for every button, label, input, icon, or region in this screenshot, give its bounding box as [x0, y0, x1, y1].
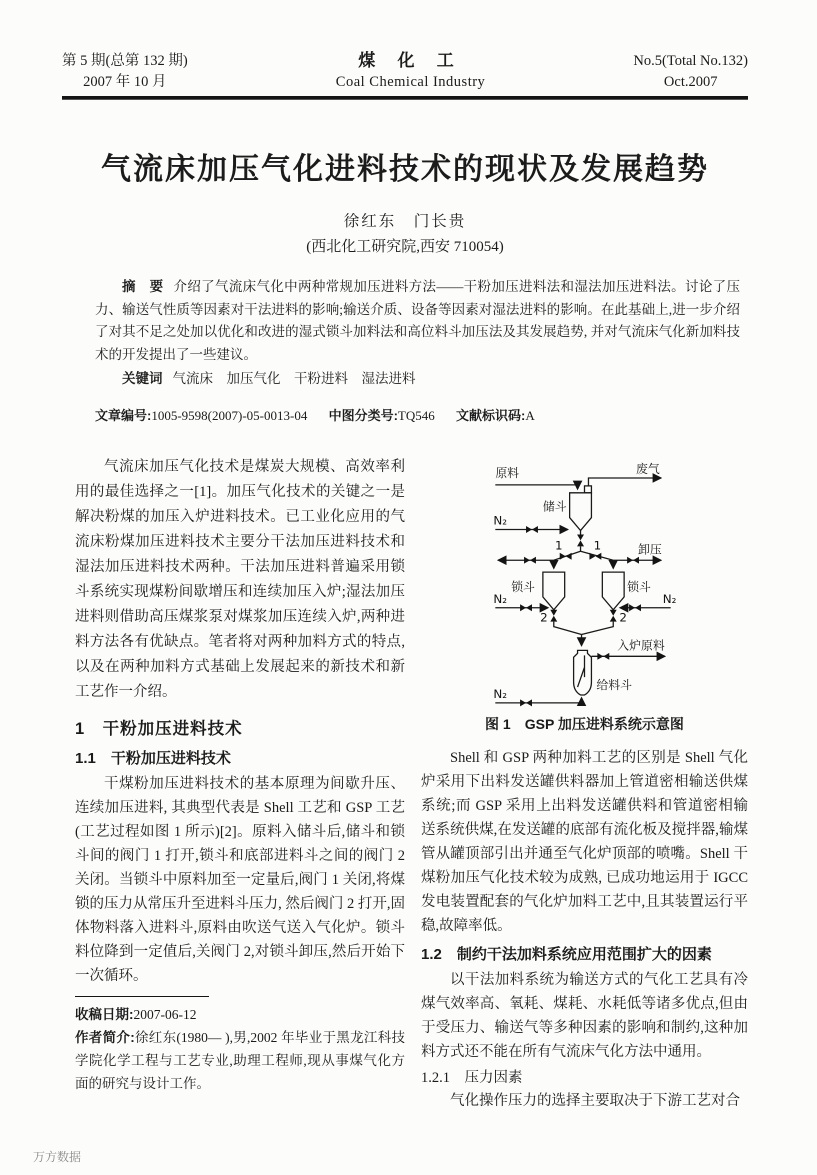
- article-meta-line: [95, 405, 740, 424]
- issue-date-cn: 2007 年 10 月: [83, 74, 167, 90]
- article-number: 文章编号:1005-9598(2007)-05-0013-04: [95, 408, 308, 423]
- label-storage-hopper: 储斗: [542, 499, 567, 514]
- keywords-line: [95, 368, 740, 391]
- label-lock-hopper-left: 锁斗: [511, 579, 535, 594]
- section-1-2-1-heading: 1.2.1 压力因素: [421, 1070, 523, 1086]
- label-relief: 卸压: [638, 542, 662, 557]
- figure-1: [421, 455, 748, 734]
- body-columns: [75, 455, 748, 1113]
- header-divider-rule: [62, 96, 748, 100]
- document-code: 文献标识码:A: [456, 408, 535, 423]
- label-n2-mid-left: N₂: [493, 591, 507, 606]
- issue-number-cn: 第 5 期(总第 132 期): [62, 53, 188, 69]
- abstract-text: 介绍了气流床气化中两种常规加压进料方法——干粉加压进料法和湿法加压进料法。讨论了压力、输送气性质等因素对干法进料的影响;输送介质、设备等因素对湿法进料的影响。在此基础上,进一步介绍了对其不足之处加以优化和改进的湿式锁斗加料法和高位料斗加压法及其发展趋势, 并对气流床气化新加料技术的开发提出了一些建议。: [95, 279, 740, 362]
- section-1-2-paragraph: 以干法加料系统为输送方式的气化工艺具有冷煤气效率高、氧耗、煤耗、水耗低等诸多优点,但由于受压力、输送气等多种因素的影响和制约,这种加料方式还不能在所有气流床气化方法中通用。: [421, 972, 748, 1060]
- label-valve-2-right: 2: [619, 610, 627, 625]
- abstract-paragraph: [95, 276, 740, 366]
- keywords-text: 气流床 加压气化 干粉进料 湿法进料: [172, 371, 416, 386]
- label-raw-material: 原料: [495, 465, 520, 480]
- label-valve-2-left: 2: [540, 610, 548, 625]
- gsp-feed-system-diagram: [421, 455, 748, 711]
- section-1-heading: 1 干粉加压进料技术: [75, 720, 243, 738]
- received-date-line: 收稿日期:2007-06-12: [75, 1007, 197, 1022]
- label-n2-bottom: N₂: [493, 686, 507, 701]
- label-n2-top: N₂: [493, 513, 507, 528]
- intro-paragraph: 气流床加压气化技术是煤炭大规模、高效率利用的最佳选择之一[1]。加压气化技术的关键之一是解决粉煤的加压入炉进料技术。已工业化应用的气流床粉煤加压进料技术主要分干法加压进料技术和湿法加压进料技术两种。干法加压进料普遍采用锁斗系统实现煤粉间歇增压和连续加压入炉;湿法加压进料则借助高压煤浆泵对煤浆加压连续入炉,两种进料方法各有优缺点。笔者将对两种加料方式的特点,以及在两种加料方式基础上发展起来的新技术和新工艺作一介绍。: [75, 459, 405, 700]
- page-title: 气流床加压气化进料技术的现状及发展趋势: [101, 153, 709, 186]
- figure-1-caption: 图 1 GSP 加压进料系统示意图: [485, 716, 684, 732]
- wanfang-watermark: 万方数据: [33, 1150, 82, 1164]
- journal-name-cn: 煤 化 工: [358, 51, 463, 70]
- label-valve-1-left: 1: [554, 538, 563, 553]
- section-1-2-heading: 1.2 制约干法加料系统应用范围扩大的因素: [421, 946, 712, 963]
- abstract-block: [95, 276, 740, 391]
- label-lock-hopper-right: 锁斗: [627, 579, 651, 594]
- section-1-1-heading: 1.1 干粉加压进料技术: [75, 750, 231, 767]
- section-1-2-1-paragraph: 气化操作压力的选择主要取决于下游工艺对合: [450, 1093, 740, 1109]
- label-feed-hopper: 给料斗: [596, 678, 633, 693]
- label-waste-gas: 废气: [636, 462, 660, 477]
- footnote-rule: [75, 996, 209, 997]
- journal-name-block: [336, 50, 486, 93]
- affiliation: (西北化工研究院,西安 710054): [306, 239, 504, 255]
- section-1-1-paragraph: 干煤粉加压进料技术的基本原理为间歇升压、连续加压进料, 其典型代表是 Shell 工艺和 GSP 工艺(工艺过程如图 1 所示)[2]。原料入储斗后,储斗和锁斗间的阀门 1 打开,锁斗和底部进料斗之间的阀门 2 关闭。当锁斗中原料加至一定量后,阀门 1 关闭,将煤锁的压力从常压升至进料斗压力, 然后阀门 2 打开,固体物料落入进料斗,原料由吹送气送入气化炉。锁斗料位降到一定值后,关阀门 2,对锁斗卸压,然后开始下一次循环。: [75, 776, 405, 984]
- label-valve-1-right: 1: [593, 538, 602, 553]
- right-column: [421, 455, 748, 1113]
- label-furnace-feed: 入炉原料: [617, 638, 665, 653]
- footnote-block: [75, 996, 405, 1095]
- journal-name-en: Coal Chemical Industry: [335, 74, 486, 90]
- left-column: [75, 455, 405, 1113]
- shell-gsp-paragraph: Shell 和 GSP 两种加料工艺的区别是 Shell 气化炉采用下出料发送罐供料器加上管道密相输送供煤系统;而 GSP 采用上出料发送罐供料和管道密相输送系统供煤,在发送罐的底部有流化板及搅拌器,输煤管从罐顶部引出并通至气化炉顶部的喷嘴。Shell 干煤粉加压气化技术较为成熟, 已成功地运用于 IGCC 发电装置配套的气化炉加料工艺中,且其装置运行平稳,故障率低。: [421, 750, 748, 934]
- issue-info-cn: [62, 51, 188, 93]
- issue-info-en: [633, 51, 748, 93]
- author-bio-line: 作者简介:徐红东(1980— ),男,2002 年毕业于黑龙江科技学院化学工程与工艺专业,助理工程师,现从事煤气化方面的研究与设计工作。: [75, 1030, 405, 1091]
- journal-header: [62, 50, 748, 93]
- clc-number: 中图分类号:TQ546: [328, 408, 435, 423]
- keywords-label: 关键词: [122, 371, 163, 386]
- issue-date-en: Oct.2007: [663, 74, 718, 90]
- issue-number-en: No.5(Total No.132): [633, 53, 748, 69]
- abstract-label: 摘 要: [122, 279, 164, 294]
- label-n2-mid-right: N₂: [662, 591, 677, 606]
- authors: 徐红东 门长贵: [343, 213, 467, 230]
